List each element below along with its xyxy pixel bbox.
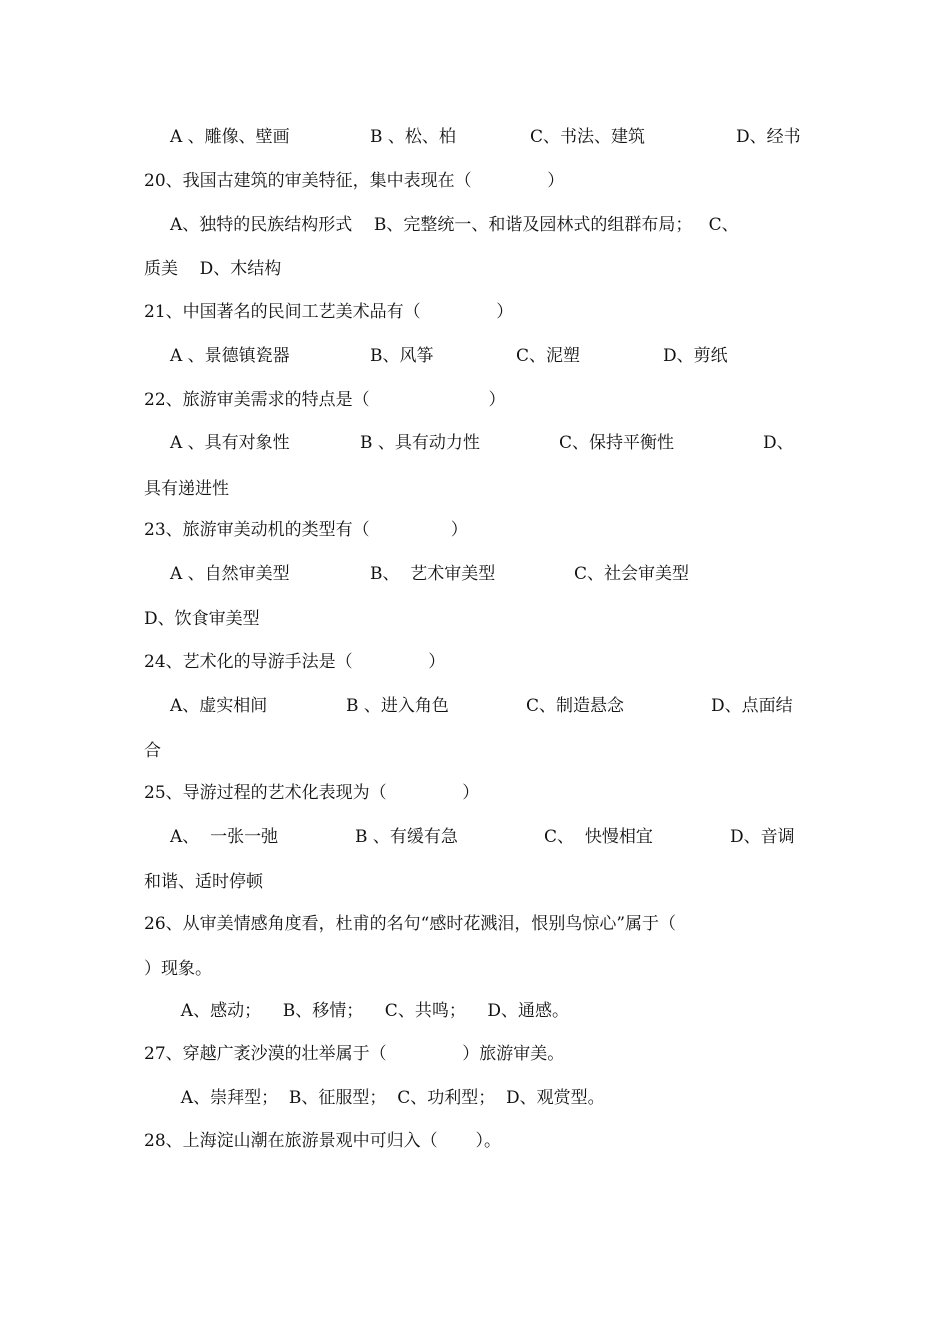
options-line-25-cont: 和谐、适时停顿	[144, 872, 263, 892]
options-line-23-cont: D、饮食审美型	[144, 609, 260, 629]
option-c: C、 快慢相宜	[544, 827, 653, 847]
question-20: 20、我国古建筑的审美特征，集中表现在（ ）	[144, 171, 565, 191]
options-line-24	[170, 694, 806, 718]
option-d: D、剪纸	[663, 346, 728, 366]
question-28: 28、上海淀山潮在旅游景观中可归入（ ）。	[144, 1131, 501, 1151]
option-d: D、经书	[736, 127, 801, 147]
option-d: D、点面结	[711, 696, 793, 716]
option-c: C、制造悬念	[526, 696, 625, 716]
option-b: B 、有缓有急	[355, 827, 458, 847]
question-26-cont: ）现象。	[144, 959, 212, 979]
options-line-24-cont: 合	[144, 741, 161, 761]
option-a: A、虚实相间	[170, 696, 268, 716]
question-27: 27、穿越广袤沙漠的壮举属于（ ）旅游审美。	[144, 1044, 565, 1064]
option-d: D、音调	[730, 827, 795, 847]
options-line-20: A、独特的民族结构形式 B、完整统一、和谐及园林式的组群布局； C、	[170, 215, 739, 235]
options-line-26: A、感动； B、移情； C、共鸣； D、通感。	[170, 1001, 570, 1021]
option-a: A 、自然审美型	[170, 564, 290, 584]
question-22: 22、旅游审美需求的特点是（ ）	[144, 390, 506, 410]
option-b: B 、松、柏	[370, 127, 456, 147]
option-a: A 、具有对象性	[170, 433, 290, 453]
option-d: D、	[763, 433, 794, 453]
option-a: A 、雕像、壁画	[170, 127, 290, 147]
option-a: A、 一张一弛	[170, 827, 279, 847]
options-line-22-cont: 具有递进性	[144, 479, 229, 499]
option-c: C、社会审美型	[574, 564, 690, 584]
question-24: 24、艺术化的导游手法是（ ）	[144, 652, 446, 672]
question-21: 21、中国著名的民间工艺美术品有（ ）	[144, 302, 514, 322]
options-line-21	[170, 344, 806, 368]
question-26: 26、从审美情感角度看，杜甫的名句“感时花溅泪，恨别鸟惊心”属于（	[144, 914, 677, 934]
options-line-20-cont: 质美 D、木结构	[144, 259, 282, 279]
option-c: C、保持平衡性	[559, 433, 675, 453]
option-c: C、书法、建筑	[530, 127, 646, 147]
question-25: 25、导游过程的艺术化表现为（ ）	[144, 783, 480, 803]
options-line-19	[170, 125, 806, 149]
option-b: B 、进入角色	[346, 696, 449, 716]
option-b: B、风筝	[370, 346, 434, 366]
option-a: A 、景德镇瓷器	[170, 346, 290, 366]
option-b: B、 艺术审美型	[370, 564, 496, 584]
option-c: C、泥塑	[516, 346, 581, 366]
options-line-25	[170, 825, 806, 849]
option-b: B 、具有动力性	[360, 433, 480, 453]
question-23: 23、旅游审美动机的类型有（ ）	[144, 520, 468, 540]
options-line-27: A、崇拜型； B、征服型； C、功利型； D、观赏型。	[170, 1088, 605, 1108]
options-line-23	[170, 562, 806, 586]
options-line-22	[170, 431, 806, 455]
